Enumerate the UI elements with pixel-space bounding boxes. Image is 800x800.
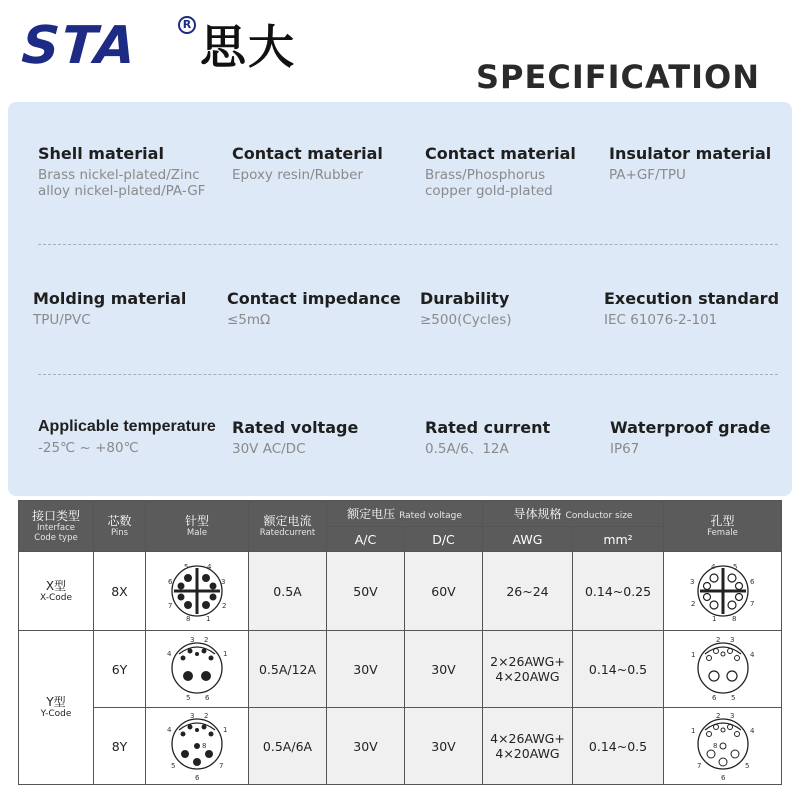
- spec-label: Durability: [420, 289, 510, 308]
- pin-label: 8: [186, 615, 191, 623]
- pin-label: 1: [690, 651, 695, 659]
- male-diagram-cell: [146, 631, 249, 708]
- y-code-6-male-pin-diagram: [157, 634, 237, 704]
- x-code-female-pin-diagram: [683, 558, 763, 624]
- pin-label: 7: [696, 762, 701, 770]
- spec-rated-current: [425, 418, 550, 457]
- mm2-cell: 0.14~0.5: [573, 631, 664, 708]
- spec-label: Applicable temperature: [38, 418, 216, 435]
- header-female-cn: 孔型: [710, 514, 735, 528]
- male-diagram-cell: [146, 708, 249, 785]
- pin-label: 7: [168, 602, 173, 610]
- y-code-8-female-pin-diagram: [683, 710, 763, 782]
- spec-value: Epoxy resin/Rubber: [232, 167, 363, 183]
- pin-label: 5: [730, 694, 735, 702]
- table-row: [19, 631, 782, 708]
- spec-value: 0.5A/6、12A: [425, 441, 509, 457]
- header-awg: AWG: [483, 527, 573, 552]
- spec-value: IP67: [610, 441, 640, 457]
- current-cell: 0.5A/12A: [249, 631, 327, 708]
- spec-value: TPU/PVC: [33, 312, 91, 328]
- brand-chinese: 思大: [200, 20, 296, 74]
- spec-value: 30V AC/DC: [232, 441, 306, 457]
- spec-value: ≥500(Cycles): [420, 312, 512, 328]
- header-current: [249, 501, 327, 552]
- spec-label: Insulator material: [609, 144, 772, 163]
- y-code-6-female-pin-diagram: [683, 634, 763, 704]
- pin-label: 8: [202, 742, 207, 750]
- dc-voltage-cell: 30V: [405, 708, 483, 785]
- code-type-cn: Y型: [46, 695, 66, 709]
- pin-label: 7: [749, 600, 754, 608]
- spec-waterproof-grade: [610, 418, 771, 457]
- female-diagram-cell: [664, 631, 782, 708]
- pin-label: 5: [171, 762, 176, 770]
- pin-label: 2: [715, 636, 720, 644]
- pin-label: 5: [184, 563, 189, 571]
- female-diagram-cell: [664, 708, 782, 785]
- pin-label: 3: [190, 712, 195, 720]
- awg-cell: 4×26AWG+ 4×20AWG: [483, 708, 573, 785]
- spec-execution-standard: [604, 289, 779, 328]
- pin-label: 5: [186, 694, 191, 702]
- pin-label: 1: [206, 615, 211, 623]
- pin-label: 4: [749, 651, 754, 659]
- awg-cell: 2×26AWG+ 4×20AWG: [483, 631, 573, 708]
- pins-cell: 6Y: [94, 631, 146, 708]
- ac-voltage-cell: 30V: [327, 708, 405, 785]
- pin-label: 2: [690, 600, 695, 608]
- pin-label: 2: [204, 712, 209, 720]
- registered-mark: R: [178, 16, 196, 34]
- ac-voltage-cell: 30V: [327, 631, 405, 708]
- spec-label: Rated current: [425, 418, 551, 437]
- pin-label: 4: [207, 563, 212, 571]
- pin-label: 1: [223, 726, 228, 734]
- pin-label: 4: [749, 727, 754, 735]
- spec-label: Rated voltage: [232, 418, 359, 437]
- pin-label: 6: [720, 774, 725, 782]
- spec-value: ≤5mΩ: [227, 312, 271, 328]
- spec-table: [18, 500, 782, 785]
- brand-logo: [19, 16, 342, 76]
- pin-label: 3: [221, 578, 226, 586]
- code-type-cell: [19, 631, 94, 785]
- ac-voltage-cell: 50V: [327, 552, 405, 631]
- pin-label: 8: [712, 742, 717, 750]
- spec-durability: [420, 289, 512, 328]
- y-code-8-male-pin-diagram: [157, 710, 237, 782]
- header-male: [146, 501, 249, 552]
- spec-label: Execution standard: [604, 289, 780, 308]
- pin-label: 4: [710, 563, 715, 571]
- header-ac: A/C: [327, 527, 405, 552]
- header-mm2: mm²: [573, 527, 664, 552]
- table-row: [19, 552, 782, 631]
- pin-label: 3: [729, 636, 734, 644]
- spec-shell-material: [38, 144, 205, 199]
- pins-cell: 8X: [94, 552, 146, 631]
- header-interface-cn: 接口类型: [31, 509, 80, 523]
- pin-label: 6: [195, 774, 200, 782]
- current-cell: 0.5A: [249, 552, 327, 631]
- pin-label: 3: [689, 578, 694, 586]
- pin-label: 6: [711, 694, 716, 702]
- pin-label: 1: [711, 615, 716, 623]
- pin-label: 2: [222, 602, 227, 610]
- spec-label: Contact impedance: [227, 289, 401, 308]
- spec-contact-material-1: [232, 144, 383, 183]
- pin-label: 3: [190, 636, 195, 644]
- spec-panel: [8, 102, 792, 496]
- header-pins-cn: 芯数: [107, 514, 132, 528]
- spec-label: Shell material: [38, 144, 164, 163]
- pin-label: 5: [744, 762, 749, 770]
- spec-label: Molding material: [33, 289, 187, 308]
- header-conductor-en: Conductor size: [565, 511, 633, 521]
- dc-voltage-cell: 60V: [405, 552, 483, 631]
- header-voltage: [327, 501, 483, 527]
- code-type-en: X-Code: [39, 592, 72, 603]
- current-cell: 0.5A/6A: [249, 708, 327, 785]
- pin-label: 4: [167, 726, 172, 734]
- divider: [38, 244, 778, 245]
- pins-cell: 8Y: [94, 708, 146, 785]
- pin-label: 2: [204, 636, 209, 644]
- pin-label: 5: [732, 563, 737, 571]
- header-current-cn: 额定电流: [263, 514, 312, 528]
- spec-contact-material-2: [425, 144, 576, 199]
- spec-label: Contact material: [232, 144, 383, 163]
- header-current-en: Ratedcurrent: [259, 528, 316, 538]
- mm2-cell: 0.14~0.25: [573, 552, 664, 631]
- pin-label: 8: [731, 615, 736, 623]
- brand-latin: STA: [19, 16, 140, 76]
- awg-cell: 26~24: [483, 552, 573, 631]
- pin-label: 7: [219, 762, 224, 770]
- header-male-en: Male: [186, 528, 208, 538]
- header-female: [664, 501, 782, 552]
- header-interface-en2: Code type: [34, 533, 78, 543]
- pin-label: 4: [167, 650, 172, 658]
- spec-value: Brass/Phosphorus copper gold-plated: [425, 167, 553, 199]
- header-pins-en: Pins: [110, 528, 129, 538]
- pin-label: 6: [168, 578, 173, 586]
- spec-insulator-material: [609, 144, 771, 183]
- divider: [38, 374, 778, 375]
- female-diagram-cell: [664, 552, 782, 631]
- spec-value: -25℃ ~ +80℃: [38, 440, 139, 456]
- spec-label: Contact material: [425, 144, 576, 163]
- header-female-en: Female: [707, 528, 738, 538]
- header-interface: [19, 501, 94, 552]
- header-dc: D/C: [405, 527, 483, 552]
- table-row: [19, 708, 782, 785]
- code-type-cell: [19, 552, 94, 631]
- pin-label: 2: [715, 712, 720, 720]
- spec-value: Brass nickel-plated/Zinc alloy nickel-plated/PA-GF: [38, 167, 206, 199]
- header-pins: [94, 501, 146, 552]
- male-diagram-cell: [146, 552, 249, 631]
- spec-value: IEC 61076-2-101: [604, 312, 718, 328]
- spec-rated-voltage: [232, 418, 358, 457]
- spec-value: PA+GF/TPU: [609, 167, 686, 183]
- header-voltage-en: Rated voltage: [399, 511, 462, 521]
- header-conductor-cn: 导体规格: [513, 507, 562, 521]
- pin-label: 6: [205, 694, 210, 702]
- header-conductor: [483, 501, 664, 527]
- pin-label: 6: [749, 578, 754, 586]
- code-type-cn: X型: [45, 578, 67, 593]
- header-male-cn: 针型: [184, 514, 209, 528]
- spec-label: Waterproof grade: [610, 418, 771, 437]
- dc-voltage-cell: 30V: [405, 631, 483, 708]
- header-voltage-cn: 额定电压: [347, 507, 396, 521]
- mm2-cell: 0.14~0.5: [573, 708, 664, 785]
- spec-applicable-temperature: [38, 418, 216, 456]
- page-title: SPECIFICATION: [476, 58, 760, 96]
- pin-label: 1: [690, 727, 695, 735]
- x-code-male-pin-diagram: [157, 558, 237, 624]
- code-type-en: Y-Code: [40, 709, 72, 719]
- pin-label: 3: [729, 712, 734, 720]
- pin-label: 1: [223, 650, 228, 658]
- spec-contact-impedance: [227, 289, 401, 328]
- header-interface-en1: Interface: [36, 523, 76, 533]
- spec-molding-material: [33, 289, 186, 328]
